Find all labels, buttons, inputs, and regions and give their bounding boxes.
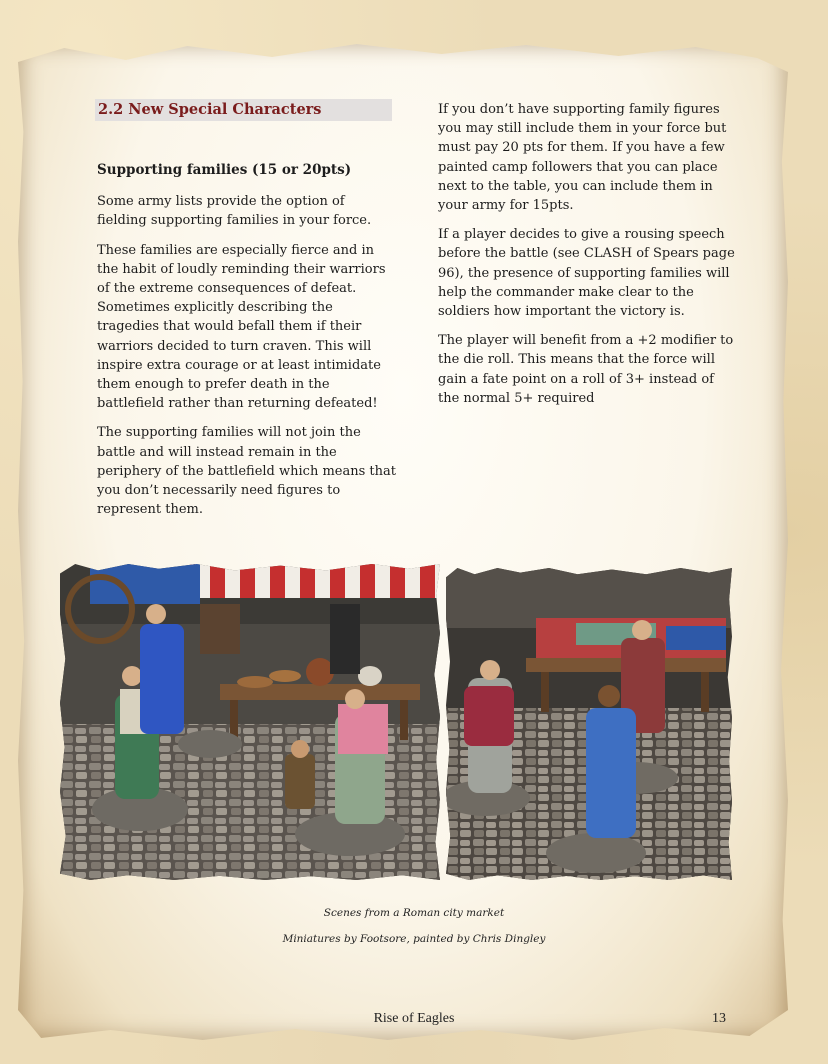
market-photo-left — [60, 564, 440, 880]
paragraph: The player will benefit from a +2 modifier to the die roll. This means that the force will gain a fate point on a roll of 3+ instead of the normal 5+ required — [438, 333, 734, 406]
paragraph: Some army lists provide the option of fielding supporting families in your force. — [97, 194, 372, 229]
page-number: 13 — [712, 1011, 726, 1026]
footer-book-title: Rise of Eagles — [373, 1011, 455, 1026]
photo-credit: Miniatures by Footsore, painted by Chris Dingley — [282, 933, 546, 945]
market-scene-left-image — [60, 564, 440, 880]
market-scene-right-image — [446, 568, 732, 880]
photo-caption: Scenes from a Roman city market — [323, 907, 505, 919]
subheading: Supporting families (15 or 20pts) — [97, 162, 352, 178]
right-column — [438, 100, 738, 418]
paragraph: If a player decides to give a rousing speech before the battle (see CLASH of Spears page 96), the presence of supporting families will help the commander make clear to the soldiers how important the victory is. — [438, 227, 735, 320]
market-photo-right — [446, 568, 732, 880]
left-column — [97, 161, 397, 529]
section-heading: 2.2 New Special Characters — [98, 101, 322, 118]
paragraph: These families are especially fierce and in the habit of loudly reminding their warriors of the extreme consequences of defeat. Sometimes explicitly describing the tragedies that would befall them if their warriors decided to turn craven. This will inspire extra courage or at least intimidate them enough to prefer death in the battlefield rather than returning defeated! — [97, 242, 386, 412]
paragraph: The supporting families will not join the battle and will instead remain in the periphery of the battlefield which means that you don’t necessarily need figures to represent them. — [97, 425, 396, 518]
paragraph: If you don’t have supporting family figures you may still include them in your force but must pay 20 pts for them. If you have a few painted camp followers that you can place next to the table, you can include them in your army for 15pts. — [438, 102, 727, 214]
